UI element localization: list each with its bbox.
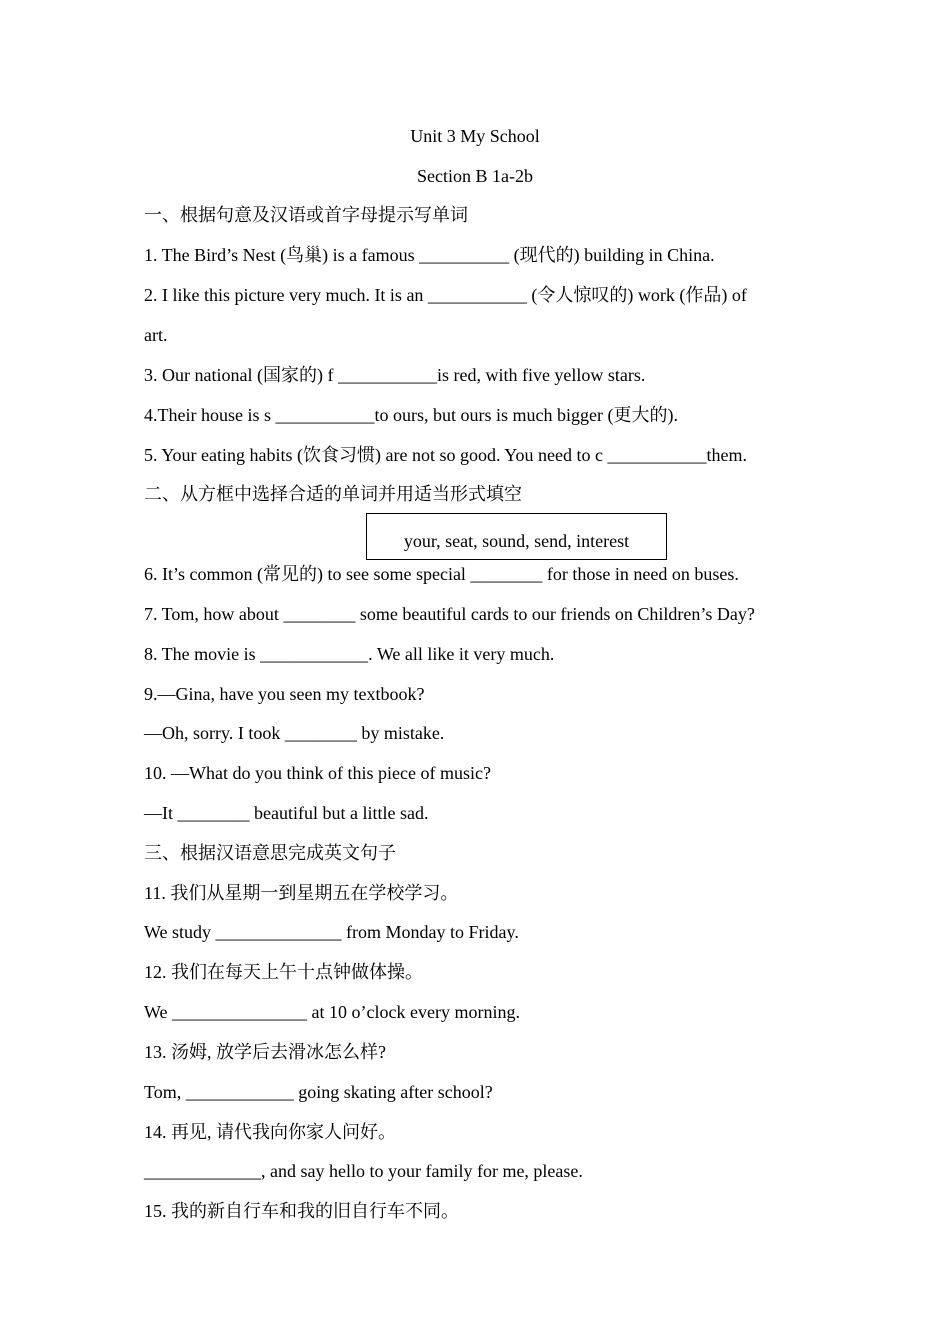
question-4: 4.Their house is s ___________to ours, but ours is much bigger (更大的). — [144, 405, 678, 425]
question-9-reply: —Oh, sorry. I took ________ by mistake. — [144, 723, 445, 743]
question-8: 8. The movie is ____________. We all like it very much. — [144, 644, 555, 664]
question-9: 9.—Gina, have you seen my textbook? — [144, 684, 425, 704]
page-title: Unit 3 My School — [410, 126, 540, 146]
page-subtitle: Section B 1a-2b — [417, 166, 533, 186]
question-10-reply: —It ________ beautiful but a little sad. — [144, 803, 429, 823]
question-15-chinese: 15. 我的新自行车和我的旧自行车不同。 — [144, 1201, 459, 1221]
question-2: 2. I like this picture very much. It is an ___________ (令人惊叹的) work (作品) of — [144, 285, 747, 305]
section-heading-3: 三、根据汉语意思完成英文句子 — [144, 843, 396, 863]
question-3: 3. Our national (国家的) f ___________is red, with five yellow stars. — [144, 365, 646, 385]
question-14-english: _____________, and say hello to your family for me, please. — [144, 1161, 583, 1181]
word-box: your, seat, sound, send, interest — [366, 513, 667, 560]
question-6: 6. It’s common (常见的) to see some special ________ for those in need on buses. — [144, 564, 739, 584]
section-heading-2: 二、从方框中选择合适的单词并用适当形式填空 — [144, 484, 522, 504]
question-12-english: We _______________ at 10 o’clock every morning. — [144, 1002, 520, 1022]
question-12-chinese: 12. 我们在每天上午十点钟做体操。 — [144, 962, 423, 982]
question-2-continued: art. — [144, 325, 168, 345]
question-7: 7. Tom, how about ________ some beautiful cards to our friends on Children’s Day? — [144, 604, 755, 624]
question-13-english: Tom, ____________ going skating after school? — [144, 1082, 493, 1102]
section-heading-1: 一、根据句意及汉语或首字母提示写单词 — [144, 205, 468, 225]
question-10: 10. —What do you think of this piece of music? — [144, 763, 491, 783]
question-1: 1. The Bird’s Nest (鸟巢) is a famous __________ (现代的) building in China. — [144, 245, 715, 265]
question-13-chinese: 13. 汤姆, 放学后去滑冰怎么样? — [144, 1042, 386, 1062]
question-11-chinese: 11. 我们从星期一到星期五在学校学习。 — [144, 883, 459, 903]
question-11-english: We study ______________ from Monday to Friday. — [144, 922, 519, 942]
question-5: 5. Your eating habits (饮食习惯) are not so good. You need to c ___________them. — [144, 445, 747, 465]
question-14-chinese: 14. 再见, 请代我向你家人问好。 — [144, 1122, 396, 1142]
